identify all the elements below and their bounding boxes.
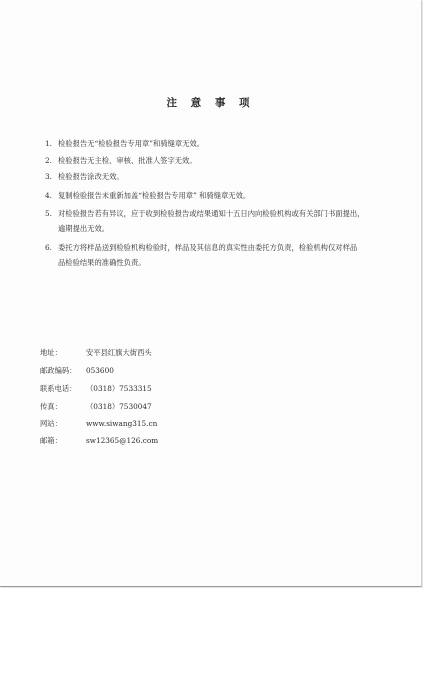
notice-text: 检验报告涂改无效。	[58, 172, 124, 181]
postcode-value: 053600	[86, 366, 114, 375]
website-label: 网站：	[40, 419, 62, 428]
fax-value: （0318）7530047	[86, 402, 152, 411]
notice-text: 委托方将样品送到检验机构检验时，样品及其信息的真实性由委托方负责，检验机构仅对样品 品检验结果的准确性负责。	[58, 243, 358, 267]
email-label: 邮箱：	[40, 436, 62, 445]
email-value: sw12365@126.com	[86, 436, 159, 445]
notice-number: 4.	[45, 191, 52, 200]
address-value: 安平县红旗大街西头	[86, 348, 152, 357]
notice-text: 检验报告无主检、审核、批准人签字无效。	[58, 156, 197, 165]
postcode-label: 邮政编码：	[40, 366, 77, 375]
notice-number: 5.	[45, 209, 52, 218]
fax-label: 传真：	[40, 402, 62, 411]
phone-label: 联系电话：	[40, 384, 77, 393]
notice-text: 复制检验报告未重新加盖“检验报告专用章” 和骑缝章无效。	[58, 191, 251, 200]
phone-value: （0318）7533315	[86, 384, 152, 393]
notice-number: 2.	[45, 156, 52, 165]
notice-number: 3.	[45, 172, 52, 181]
notice-text: 检验报告无“检验报告专用章”和骑缝章无效。	[58, 139, 205, 148]
page-title: 注 意 事 项	[166, 97, 255, 109]
notice-number: 1.	[45, 139, 52, 148]
notice-number: 6.	[45, 243, 52, 252]
notice-text: 对检验报告若有异议，应于收到检验报告或结果通知十五日内向检验机构或有关部门书面提出， 逾期提出无效。	[58, 209, 365, 233]
address-label: 地址：	[40, 348, 62, 357]
website-value: www.siwang315.cn	[86, 419, 158, 428]
